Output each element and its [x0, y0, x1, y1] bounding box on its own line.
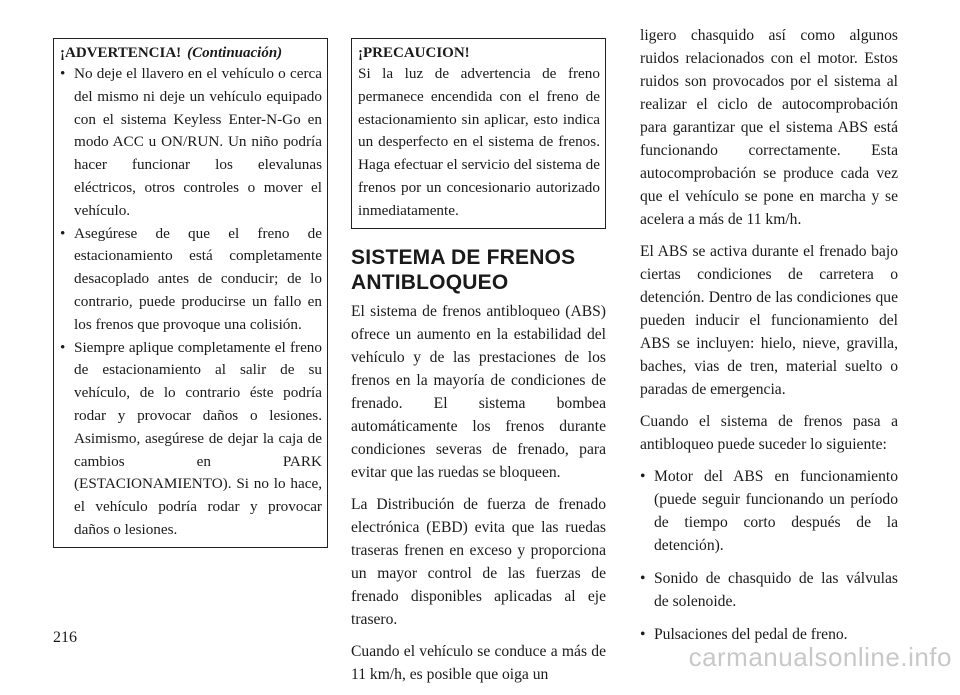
noise-paragraph-end: ligero chasquido así como algunos ruidos relacionados con el motor. Estos ruidos son provocados por el sistema al realizar el ciclo de autocomprobación para garantizar que el sistema ABS está funcionando correctamente. Esta autocomprobación se produce cada vez que el vehículo se pone en marcha y se acelera a más de 11 km/h.	[640, 27, 898, 228]
ebd-paragraph: La Distribución de fuerza de frenado electrónica (EBD) evita que las ruedas traseras frenen en exceso y proporciona un mayor control de las fuerzas de frenado disponibles aplicadas al eje trasero.	[351, 495, 606, 628]
page-number: 216	[53, 629, 77, 646]
middle-column	[351, 38, 606, 695]
warning-box	[53, 38, 328, 548]
antilock-effect-item: • Sonido de chasquido de las válvulas de solenoide.	[640, 567, 898, 613]
right-column	[640, 24, 898, 656]
activation-paragraph: El ABS se activa durante el frenado bajo ciertas condiciones de carretera o detención. Dentro de las condiciones que pueden inducir el funcionamiento del ABS se incluyen: hielo, nieve, gravilla, baches, vias de tren, material suelto o paradas de emergencia.	[640, 243, 898, 398]
warning-continuation: (Continuación)	[187, 45, 283, 61]
antilock-intro-paragraph: Cuando el sistema de frenos pasa a antibloqueo puede suceder lo siguiente:	[640, 413, 898, 453]
caution-heading: ¡PRECAUCION!	[358, 45, 470, 61]
left-column	[53, 38, 328, 548]
abs-paragraph: El sistema de frenos antibloqueo (ABS) ofrece un aumento en la estabilidad del vehículo y de las prestaciones de los frenos en la mayoría de condiciones de frenado. El sistema bombea automáticamente los frenos durante condiciones severas de frenado, para evitar que las ruedas se bloqueen.	[351, 302, 606, 481]
section-title: SISTEMA DE FRENOS ANTIBLOQUEO	[351, 245, 576, 294]
antilock-effect-item: • Motor del ABS en funcionamiento (puede seguir funcionando un período de tiempo corto después de la detención).	[640, 465, 898, 557]
warning-item: • Siempre aplique completamente el freno de estacionamiento al salir de su vehículo, de lo contrario éste podría rodar y provocar daños o lesiones. Asimismo, asegúrese de dejar la caja de cambios en PARK (ESTACIONAMIENTO). Si no lo hace, el vehículo podría rodar y provocar daños o lesiones.	[60, 337, 322, 542]
warning-item: • Asegúrese de que el freno de estacionamiento está completamente desacoplado antes de conducir; de lo contrario, puede producirse un fallo en los frenos que provoque una colisión.	[60, 223, 322, 337]
watermark: carmanualsonline.info	[688, 642, 952, 672]
caution-box	[351, 38, 606, 229]
noise-paragraph-start: Cuando el vehículo se conduce a más de 11 km/h, es posible que oiga un	[351, 642, 606, 683]
antilock-effect-item: • Pulsaciones del pedal de freno.	[640, 623, 898, 646]
caution-text: Si la luz de advertencia de freno permanece encendida con el freno de estacionamiento sin aplicar, esto indica un desperfecto en el sistema de frenos. Haga efectuar el servicio del sistema de frenos por un concesionario autorizado inmediatamente.	[358, 65, 600, 219]
antilock-effects-list	[640, 465, 898, 646]
warning-heading: ¡ADVERTENCIA! (Continuación)	[60, 45, 283, 61]
warning-item: • No deje el llavero en el vehículo o cerca del mismo ni deje un vehículo equipado con el sistema Keyless Enter-N-Go en modo ACC u ON/RUN. Un niño podría hacer funcionar los elevalunas eléctricos, otros controles o mover el vehículo.	[60, 63, 322, 223]
warning-list	[60, 63, 322, 542]
